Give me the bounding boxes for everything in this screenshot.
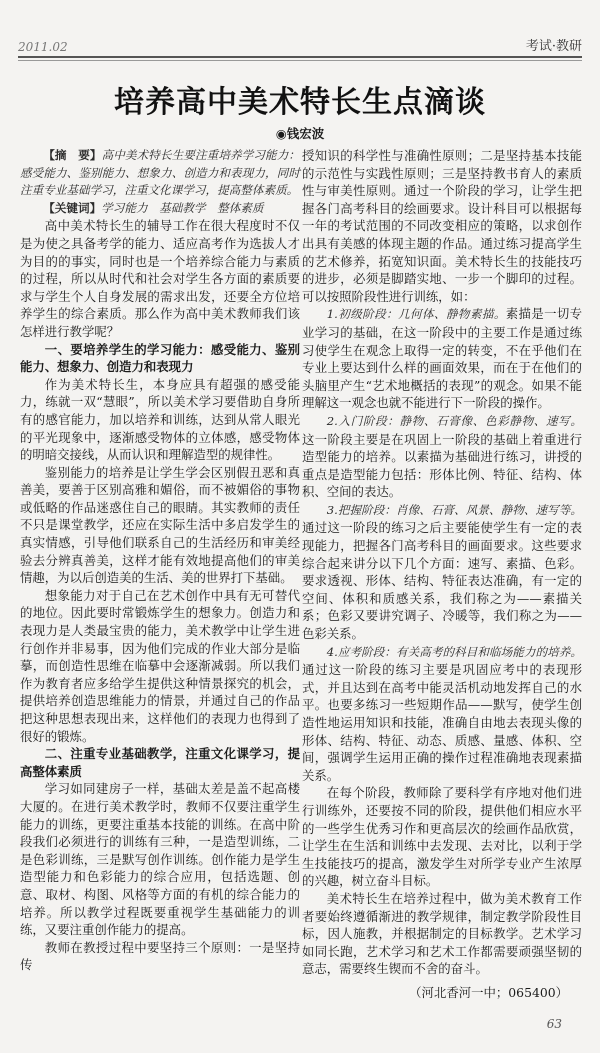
keywords <box>20 200 300 218</box>
stage-label: 2.入门阶段：静物、石膏像、色彩静物、速写。 <box>326 413 582 428</box>
stage-paragraph <box>302 412 582 501</box>
body-paragraph: 授知识的科学性与准确性原则；二是坚持基本技能的示范性与实践性原则；三是坚持教书育人的素质性与审美性原则。通过一个阶段的学习，让学生把握各门高考科目的绘画要求。设计科目可以根据每一年的考试范围的不同改变相应的策略，以求创作出具有美感的体现主题的作品。通过练习提高学生的艺术修养，拓宽知识面。美术特长生的技能技巧的进步，必须是脚踏实地、一步一个脚印的过程。可以按照阶段性进行训练，如： <box>302 148 582 304</box>
keywords-label: 【关键词】 <box>43 200 102 215</box>
right-column <box>302 147 582 1033</box>
stage-paragraph <box>302 305 582 412</box>
author: ◉钱宏波 <box>275 126 325 141</box>
abstract-text: 高中美术特长生要注重培养学习能力：感受能力、鉴别能力、想象力、创造力和表现力，同时注重专业基础学习，注重文化课学习，提高整体素质。 <box>20 148 300 198</box>
stage-text: 素描是一切专业学习的基础，在这一阶段中的主要工作是通过练习使学生在观念上取得一定的转变，不在乎他们在专业上要达到什么样的画面效果，而在于在他们的头脑里产生“艺术地概括的表现”的观念。如果不能理解这一观念也就不能进行下一阶段的操作。 <box>302 306 583 411</box>
running-header <box>18 35 582 54</box>
article-body <box>18 147 582 1033</box>
stage-label: 1.初级阶段：几何体、静物素描。 <box>326 307 506 322</box>
body-paragraph: 美术特长生在培养过程中，做为美术教育工作者要始终遵循渐进的教学规律，制定教学阶段性目标，因人施教，并根据制定的目标教学。艺术学习如同长跑，艺术学习和艺术工作都需要顽强坚韧的意志，需要终生锲而不舍的奋斗。 <box>302 890 582 977</box>
keywords-text: 学习能力 基础教学 整体素质 <box>101 200 264 215</box>
stage-text: 通过这一阶段的练习之后主要能使学生有一定的表现能力，把握各门高考科目的画面要求。这些要求综合起来讲分以下几个方面：速写、素描、色彩。要求透视、形体、结构、特征表达准确，有一定的空间、体积和质感关系，我们称之为——素描关系；色彩又要讲究调子、冷暖等，我们称之为——色彩关系。 <box>302 520 582 642</box>
body-paragraph: 作为美术特长生，本身应具有超强的感受能力，练就一双“慧眼”，所以美术学习要借助自身所有的感官能力，加以培养和训练，达到从常人眼光的平光现象中，逐渐感受物体的立体感，感受物体的明暗交接线，从而认识和理解造型的规律性。 <box>20 376 300 463</box>
body-paragraph: 想象能力对于自己在艺术创作中具有无可替代的地位。因此要时常锻炼学生的想象力。创造力和表现力是人类最宝贵的能力，美术教学中让学生进行创作并非易事，因为他们完成的作业大部分是临摹，而创造性思维在临摹中会逐渐减弱。所以我们作为教育者应多给学生提供这种情景探究的机会，提供培养创造思维能力的情景，并通过自己的作品把这种思想表现出来，这样他们的表现力也得到了很好的锻炼。 <box>20 587 300 744</box>
body-paragraph: 教师在教授过程中要坚持三个原则：一是坚持传 <box>20 939 300 973</box>
stage-paragraph <box>302 643 582 785</box>
left-column <box>20 147 300 1033</box>
section-name: 考试·教研 <box>525 39 582 54</box>
author-affiliation: （河北香河一中；065400） <box>409 984 568 1000</box>
body-paragraph: 学习如同建房子一样，基础太差是盖不起高楼大厦的。在进行美术教学时，教师不仅要注重学生能力的训练，更要注重基本技能的训练。在高中阶段我们必须进行的训练有三种，一是造型训练，二是色彩训练，三是默写创作训练。创作能力是学生造型能力和色彩能力的综合应用，包括选题、创意、取材、构图、风格等方面的有机的综合能力的培养。所以教学过程既要重视学生基础能力的训练，又要注重创作能力的提高。 <box>20 781 300 938</box>
section-heading-2: 二、注重专业基础教学，注重文化课学习，提高整体素质 <box>20 746 300 779</box>
header-rule <box>18 56 582 61</box>
stage-label: 4.应考阶段：有关高考的科目和临场能力的培养。 <box>326 644 582 659</box>
body-paragraph: 在每个阶段，教师除了要科学有序地对他们进行训练外，还要按不同的阶段，提供他们相应水平的一些学生优秀习作和更高层次的绘画作品欣赏，让学生在生活和训练中去发现、去对比，以利于学生技能技巧的提高，激发学生对所学专业产生浓厚的兴趣，树立奋斗目标。 <box>302 785 582 889</box>
stage-text: 通过这一阶段的练习主要是巩固应考中的表现形式，并且达到在高考中能灵活机动地发挥自己的水平。也要多练习一些短期作品——默写，使学生创造性地运用知识和技能，准确自由地去表现头像的形体、结构、特征、动态、质感、量感、体积、空间，强调学生运用正确的操作过程准确地表现素描关系。 <box>302 662 582 783</box>
page-number: 63 <box>546 1016 562 1031</box>
abstract <box>20 147 300 200</box>
stage-text: 这一阶段主要是在巩固上一阶段的基础上着重进行造型能力的培养。以素描为基础进行练习，讲授的重点是造型能力包括：形体比例、特征、结构、体积、空间的表达。 <box>302 431 582 500</box>
section-heading-1: 一、要培养学生的学习能力：感受能力、鉴别能力、想象力、创造力和表现力 <box>20 341 300 375</box>
stage-paragraph <box>302 501 582 643</box>
abstract-label: 【摘 要】 <box>43 148 102 162</box>
stage-label: 3.把握阶段：肖像、石膏、风景、静物、速写等。 <box>326 502 582 517</box>
article-title: 培养高中美术特长生点滴谈 <box>114 85 486 120</box>
body-paragraph: 鉴别能力的培养是让学生学会区别假丑恶和真善美，要善于区别高雅和媚俗，而不被媚俗的事物或低略的作品迷惑住自己的眼睛。其实教师的责任不只是课堂教学，还应在实际生活中多启发学生的真实情感，引导他们联系自己的生活经历和审美经验去分辨真善美，这样才能有效地提高他们的审美情趣，为以后创造美的生活、美的世界打下基础。 <box>20 464 300 586</box>
issue-date: 2011.02 <box>18 40 68 54</box>
intro-paragraph: 高中美术特长生的辅导工作在很大程度时不仅是为使之具备考学的能力、适应高考作为选拔人才为目的的事实，同时也是一个培养综合能力与素质的过程，所以从时代和社会对学生各方面的素质要求与学生个人自身发展的需求出发，还要全方位培养学生的综合素质。那么作为高中美术教师我们该怎样进行教学呢？ <box>20 218 300 339</box>
